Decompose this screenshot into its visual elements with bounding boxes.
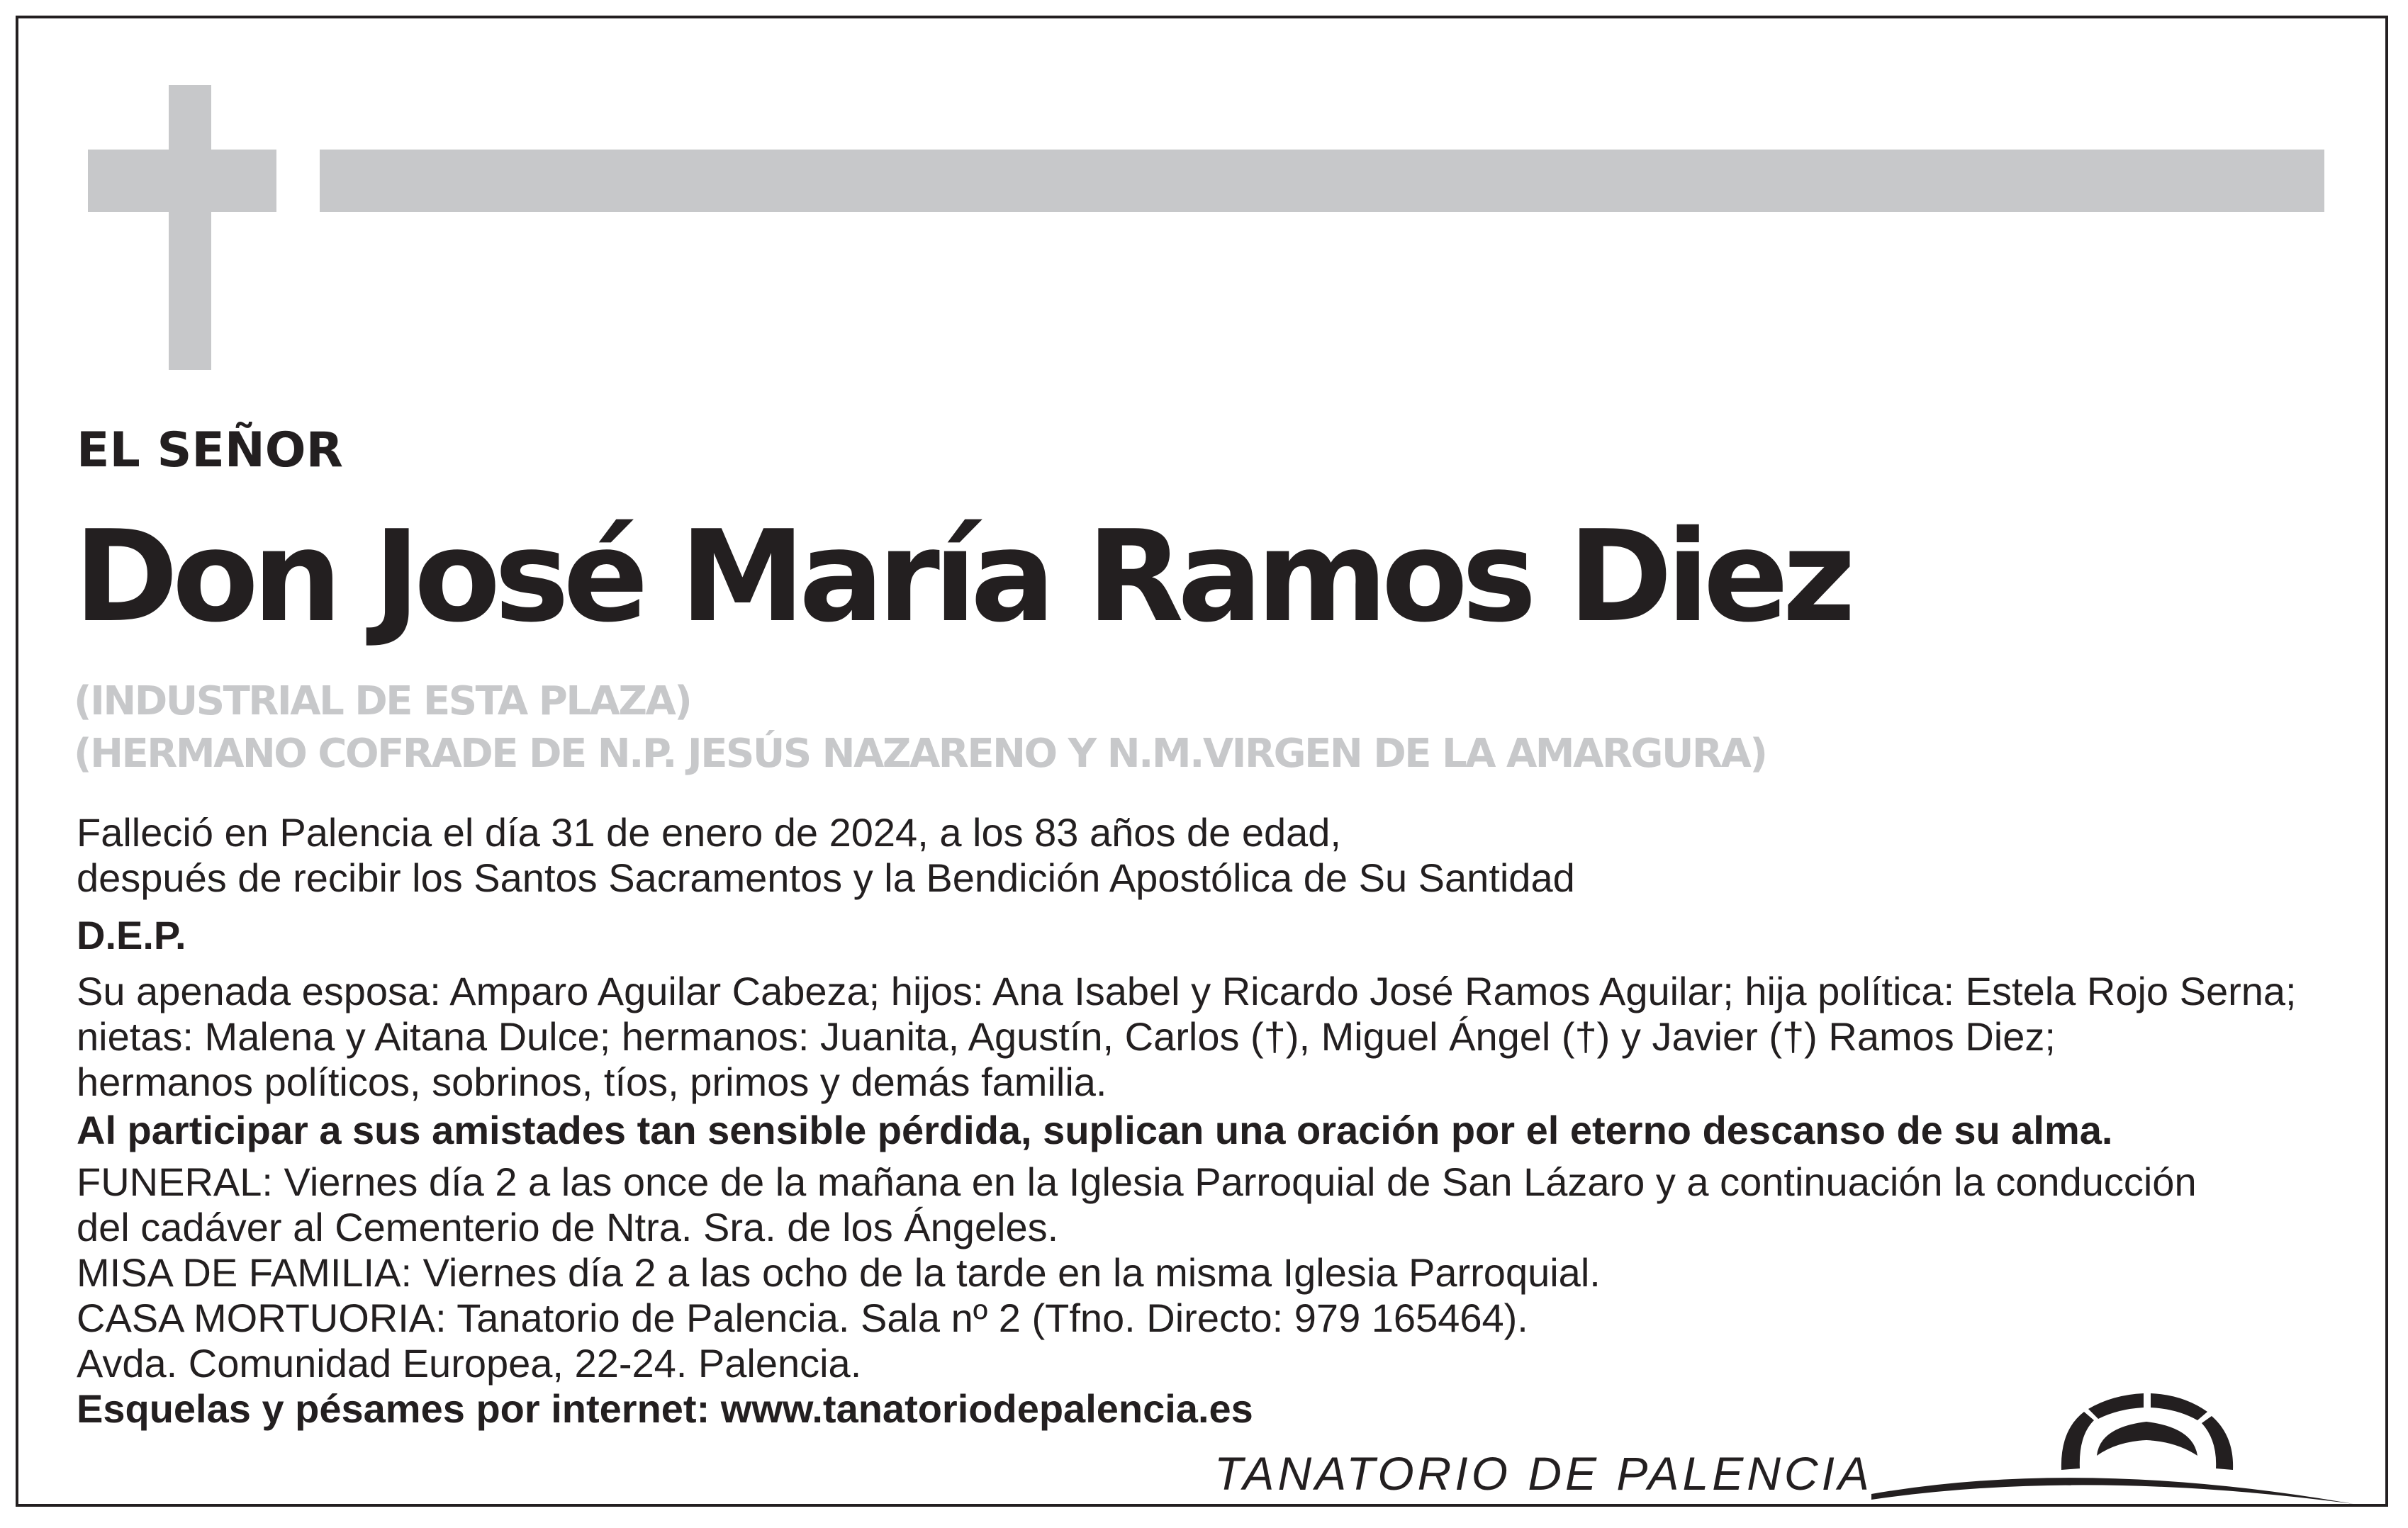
prayer-request: Al participar a sus amistades tan sensible pérdida, suplican una oración por el eterno descanso de su alma. [77, 1108, 2113, 1152]
role-line: (INDUSTRIAL DE ESTA PLAZA) [74, 678, 691, 724]
dome-top-right [2151, 1393, 2207, 1420]
service-line: MISA DE FAMILIA: Viernes día 2 a las ocho de la tarde en la misma Iglesia Parroquial. [77, 1250, 1601, 1295]
dome-right [2202, 1416, 2233, 1470]
horizon-arc [1871, 1478, 2353, 1504]
family-line: nietas: Malena y Aitana Dulce; hermanos: Juanita, Agustín, Carlos (†), Miguel Ángel (†) y Javier (†) Ramos Diez; [77, 1014, 2056, 1059]
service-line: del cadáver al Cementerio de Ntra. Sra. de los Ángeles. [77, 1205, 1059, 1249]
rip-text: D.E.P. [77, 913, 186, 957]
family-line: hermanos políticos, sobrinos, tíos, primos y demás familia. [77, 1060, 1107, 1104]
role-line: (HERMANO COFRADE DE N.P. JESÚS NAZARENO Y N.M.VIRGEN DE LA AMARGURA) [74, 731, 1766, 777]
header-bar [320, 150, 2324, 212]
cross-icon-arm [88, 150, 276, 212]
service-line: Avda. Comunidad Europea, 22-24. Palencia. [77, 1341, 862, 1386]
internet-info: Esquelas y pésames por internet: www.tanatoriodepalencia.es [77, 1386, 1253, 1431]
funeral-home-name: TANATORIO DE PALENCIA [1214, 1447, 1873, 1500]
deceased-name: Don José María Ramos Diez [74, 503, 1849, 650]
dome-left [2061, 1412, 2094, 1470]
service-line: CASA MORTUORIA: Tanatorio de Palencia. Sala nº 2 (Tfno. Directo: 979 165464). [77, 1296, 1528, 1340]
family-line: Su apenada esposa: Amparo Aguilar Cabeza; hijos: Ana Isabel y Ricardo José Ramos Aguilar; hija política: Estela Rojo Serna; [77, 969, 2297, 1013]
cross-icon [169, 85, 211, 370]
honorific: EL SEÑOR [77, 422, 343, 478]
dome-cap [2097, 1422, 2197, 1456]
dome-on-horizon-logo [1871, 1381, 2353, 1508]
death-line: Falleció en Palencia el día 31 de enero de 2024, a los 83 años de edad, [77, 810, 1341, 855]
death-line: después de recibir los Santos Sacramentos y la Bendición Apostólica de Su Santidad [77, 855, 1575, 900]
service-line: FUNERAL: Viernes día 2 a las once de la mañana en la Iglesia Parroquial de San Lázaro y a continuación la conducción [77, 1159, 2197, 1204]
dome-top-left [2088, 1393, 2144, 1419]
